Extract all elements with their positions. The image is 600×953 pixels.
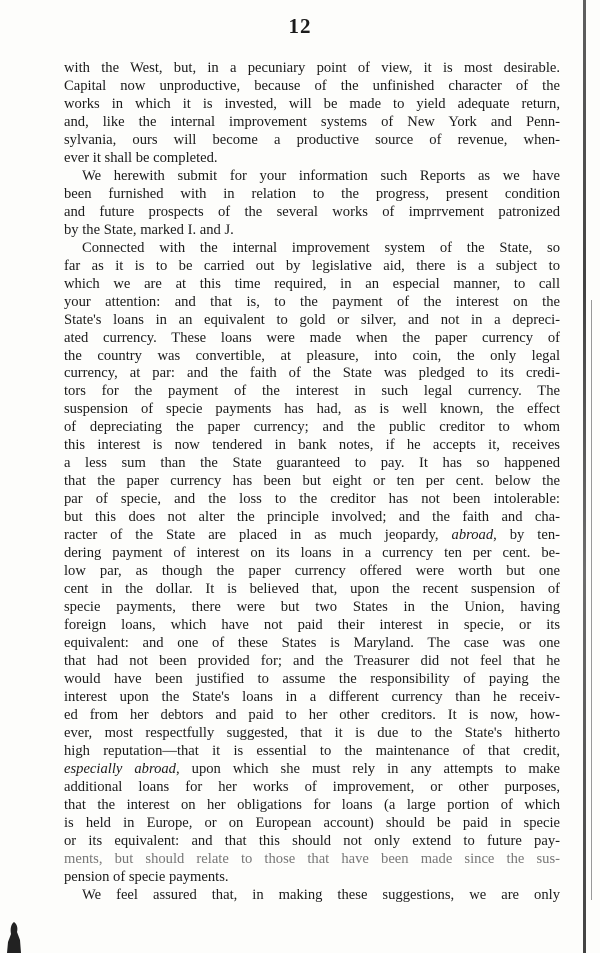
text-line [64, 743, 560, 761]
text-segment: or its equivalent: and that this should not only extend to future pay- [64, 832, 560, 849]
text-line [64, 240, 560, 258]
text-segment: pension of specie payments. [64, 868, 229, 885]
text-line [64, 258, 560, 276]
text-line [64, 635, 560, 653]
text-line [64, 887, 560, 905]
text-segment: equivalent: and one of these States is Maryland. The case was one [64, 635, 560, 651]
text-line [64, 294, 560, 312]
text-segment: which we are at this time required, in an especial manner, to call [64, 275, 560, 292]
text-segment: additional loans for her works of improvement, or other purposes, [64, 778, 560, 795]
text-line [64, 563, 560, 581]
text-segment: racter of the State are placed in as much jeopardy, [64, 527, 452, 544]
text-segment: sylvania, ours will become a productive source of revenue, when- [64, 131, 560, 148]
text-line [64, 276, 560, 294]
text-line [64, 365, 560, 383]
text-segment: would have been justified to assume the responsibility of paying the [64, 670, 560, 687]
text-segment: dering payment of interest on its loans in a currency ten per cent. be- [64, 545, 560, 562]
text-line [64, 815, 560, 833]
text-line [64, 851, 560, 869]
text-segment: this interest is now tendered in bank notes, if he accepts it, receives [64, 437, 560, 454]
text-segment: is held in Europe, or on European account) should be paid in specie [64, 814, 560, 831]
text-line [64, 833, 560, 851]
text-segment: ever it shall be completed. [64, 149, 218, 166]
text-line [64, 617, 560, 635]
text-segment: We herewith submit for your information such Reports as we have [82, 167, 560, 184]
text-segment: , upon which she must rely in any attempts to make [175, 760, 560, 777]
text-segment: far as it is to be carried out by legislative aid, there is a subject to [64, 257, 560, 274]
text-segment: Connected with the internal improvement system of the State, so [82, 239, 560, 256]
text-line [64, 419, 560, 437]
text-segment: State's loans in an equivalent to gold or silver, and not in a depreci- [64, 311, 560, 328]
text-line [64, 60, 560, 78]
text-line [64, 455, 560, 473]
binding-edge [583, 0, 586, 953]
text-segment: suspension of specie payments has had, as is well known, the effect [64, 401, 560, 418]
text-line [64, 527, 560, 545]
text-line [64, 689, 560, 707]
text-segment: Capital now unproductive, because of the unfinished character of the [64, 77, 560, 94]
text-line [64, 186, 560, 204]
text-segment: and future prospects of the several works of imprrvement patronized [64, 203, 560, 220]
body-text [64, 60, 560, 905]
text-segment: ated currency. These loans were made when the paper currency of [64, 329, 560, 346]
text-line [64, 222, 560, 240]
text-segment: tors for the payment of the interest in such legal currency. The [64, 383, 560, 400]
text-line [64, 312, 560, 330]
text-segment: but this does not alter the principle involved; and the faith and cha- [64, 509, 560, 526]
text-segment: by the State, marked I. and J. [64, 221, 234, 238]
text-line [64, 671, 560, 689]
text-line [64, 96, 560, 114]
text-line [64, 383, 560, 401]
text-line [64, 491, 560, 509]
text-segment: that had not been provided for; and the Treasurer did not feel that he [64, 652, 560, 669]
text-line [64, 330, 560, 348]
text-segment: ever, most respectfully suggested, that it is due to the State's hitherto [64, 724, 560, 741]
text-line [64, 348, 560, 366]
text-segment: low par, as though the paper currency offered were worth but one [64, 563, 560, 580]
italic-text: abroad [451, 527, 494, 544]
text-segment: specie payments, there were but two States in the Union, having [64, 599, 560, 616]
text-line [64, 779, 560, 797]
text-line [64, 509, 560, 527]
text-line [64, 653, 560, 671]
text-segment: high reputation—that it is essential to the maintenance of that credit, [64, 742, 560, 759]
text-segment: We feel assured that, in making these suggestions, we are only [82, 886, 560, 903]
text-segment: the country was convertible, at pleasure, into coin, the only legal [64, 347, 560, 364]
text-segment: of depreciating the paper currency; and the public creditor to whom [64, 419, 560, 436]
text-line [64, 725, 560, 743]
text-line [64, 707, 560, 725]
text-line [64, 168, 560, 186]
text-line [64, 78, 560, 96]
italic-text: especially abroad [64, 760, 176, 777]
text-segment: that the paper currency has been but eight or ten per cent. below the [64, 473, 560, 490]
text-segment: been furnished with in relation to the progress, present condition [64, 185, 560, 202]
text-segment: your attention: and that is, to the payment of the interest on the [64, 293, 560, 310]
text-segment: par of specie, and the loss to the creditor has not been intolerable: [64, 491, 560, 508]
text-segment: that the interest on her obligations for loans (a large portion of which [64, 796, 560, 813]
text-line [64, 581, 560, 599]
text-segment: , by ten- [493, 527, 560, 544]
text-line [64, 545, 560, 563]
text-segment: with the West, but, in a pecuniary point of view, it is most desirable. [64, 60, 560, 76]
text-segment: ed from her debtors and paid to her other creditors. It is now, how- [64, 706, 560, 723]
text-line [64, 797, 560, 815]
text-line [64, 401, 560, 419]
text-line [64, 437, 560, 455]
text-line [64, 114, 560, 132]
binding-edge-shadow [591, 300, 592, 900]
text-segment: and, like the internal improvement systems of New York and Penn- [64, 113, 560, 130]
text-segment: ments, but should relate to those that have been made since the sus- [64, 850, 560, 867]
page-number: 12 [288, 14, 312, 38]
text-segment: a less sum than the State guaranteed to pay. It has so happened [64, 455, 560, 472]
text-segment: foreign loans, which have not paid their interest in specie, or its [64, 617, 560, 634]
text-segment: works in which it is invested, will be made to yield adequate return, [64, 95, 560, 112]
text-segment: interest upon the State's loans in a different currency than he receiv- [64, 688, 560, 705]
text-segment: currency, at par: and the faith of the State was pledged to its credi- [64, 365, 560, 382]
text-line [64, 599, 560, 617]
text-line [64, 150, 560, 168]
text-line [64, 204, 560, 222]
text-line [64, 869, 560, 887]
text-line [64, 132, 560, 150]
scan-artifact-icon [6, 922, 22, 953]
text-segment: cent in the dollar. It is believed that, upon the recent suspension of [64, 581, 560, 598]
text-line [64, 761, 560, 779]
text-line [64, 473, 560, 491]
